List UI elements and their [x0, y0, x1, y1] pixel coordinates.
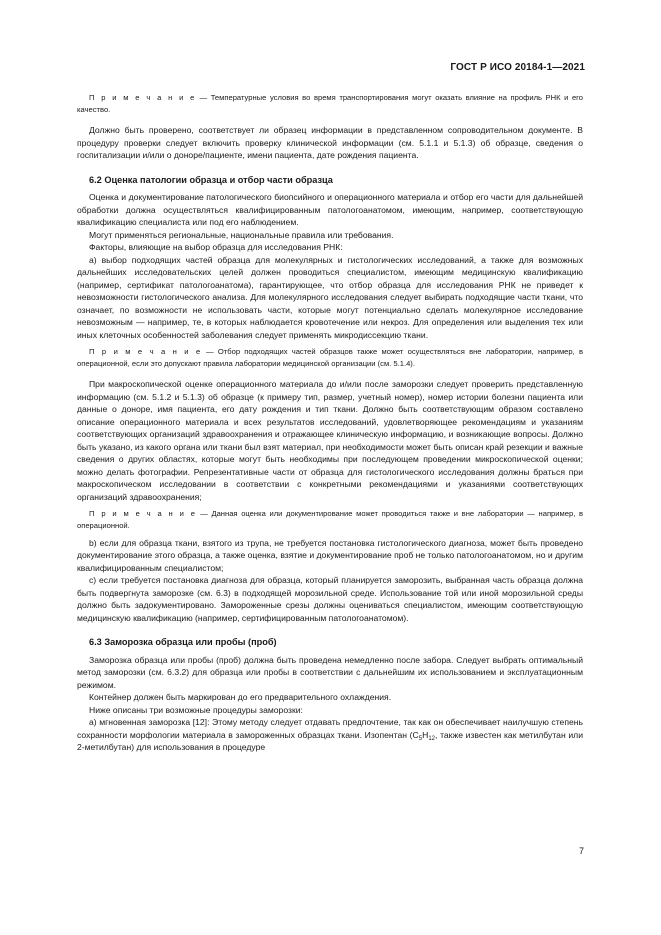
- subscript: 5: [418, 735, 423, 742]
- paragraph: Ниже описаны три возможные процедуры заморозки:: [89, 704, 303, 715]
- list-item-a-freezing: [77, 716, 583, 754]
- paragraph: Могут применяться региональные, национальные правила или требования.: [89, 229, 394, 240]
- section-heading-6-3: 6.3 Заморозка образца или пробы (проб): [89, 637, 277, 648]
- paragraph: Заморозка образца или пробы (проб) должна быть проведена немедленно после забора. Следует выбрать оптимальный метод заморозки (см. 6.3.2) для образца или пробы в соответствии с дальнейшим их использованием и эксплуатационным режимом.: [77, 654, 583, 690]
- note-text: — Отбор подходящих частей образцов также может осуществляться вне лаборатории, например, в операционной, если это допускают правила лаборатории медицинской организации (см. 5.1.4).: [77, 347, 584, 368]
- text-run: , также известен как метилбутан или 2-метилбутан) для использования в процедуре: [77, 729, 583, 753]
- list-item-a: а) выбор подходящих частей образца для молекулярных и гистологических исследований, а также для возможных дальнейших исследовательских целей должен проводиться специалистом, имеющим медицинскую квалификацию (например, сертификат патологоанатома), гарантирующее, что отбор образца для исследования РНК не приведет к невозможности гистологического анализа. Для молекулярного исследования следует выбирать подходящие части ткани, что означает, по возможности не использовать части, которые могут потенциально сделать молекулярное исследование невозможным — например, те, в которых наблюдается кровотечение или некроз. Для определения или выделения тех или иных клеточных особенностей заболевания следует применять микродиссекцию ткани.: [77, 254, 583, 340]
- page-number: 7: [578, 846, 584, 856]
- note-text: — Данная оценка или документирование может проводиться также и вне лаборатории — например, в операционной.: [77, 509, 583, 530]
- subscript: 12: [428, 735, 435, 742]
- section-heading-6-2: 6.2 Оценка патологии образца и отбор части образца: [89, 174, 333, 185]
- note-text: — Температурные условия во время транспортирования могут оказать влияние на профиль РНК и его качество.: [77, 93, 584, 114]
- note-selection: [77, 346, 583, 369]
- text-run: H: [422, 729, 429, 740]
- list-item-c: с) если требуется постановка диагноза для образца, который планируется заморозить, выбранная часть образца должна быть подвергнута заморозке (см. 6.3) в подходящей морозильной среде. Использование той или иной морозильной среды должно быть задокументировано. Замороженные срезы должны оцениваться специалистом, имеющим соответствующую медицинскую квалификацию (например, сертифицированным патологоанатомом).: [77, 575, 583, 623]
- paragraph: Контейнер должен быть маркирован до его предварительного охлаждения.: [89, 692, 392, 703]
- note-transport: [77, 92, 583, 115]
- paragraph: Оценка и документирование патологического биопсийного и операционного материала и отбор его части для дальнейшей обработки должна осуществляться квалифицированным патологоанатомом, имеющим, например, соответствующую квалификацию специалиста или под его наблюдением.: [77, 192, 583, 228]
- document-body: [77, 92, 583, 754]
- paragraph-macroscopic: При макроскопической оценке операционного материала до и/или после заморозки следует проверить представленную информацию (см. 5.1.2 и 5.1.3) об образце (к примеру тип, размер, учетный номер), номер истории болезни пациента или данные о доноре, имя пациента, его дату рождения и тип ткани. Должно быть соответствующим образом составлено описание операционного материала и всех результатов исследований, удовлетворяющее рекомендациям и указаниям соответствующих организаций здравоохранения и отражающее клиническую информацию, и возникающие вопросы. Должно быть указано, из какого органа или ткани был взят материал, при необходимости может быть описан край резекции и важные сведения о других областях, которые могут быть необходимы при последующем проведении микроскопической оценки; можно делать фотографии. Репрезентативные части от образца для гистологического исследования должны браться при макроскопическом исследовании в соответствии с конкретными рекомендациями и указаниями соответствующих организаций здравоохранения;: [77, 379, 583, 502]
- document-code-header: ГОСТ Р ИСО 20184-1—2021: [450, 62, 585, 73]
- list-item-b: b) если для образца ткани, взятого из трупа, не требуется постановка гистологического диагноза, может быть проведено документирование этого образца, а также оценка, взятие и документирование проб не только патологоанатомом, но и другим квалифицированным специалистом;: [77, 537, 583, 573]
- note-label: П р и м е ч а н и е: [89, 509, 197, 519]
- paragraph: Факторы, влияющие на выбор образца для исследования РНК:: [89, 242, 343, 253]
- note-assessment: [77, 508, 583, 531]
- text-run: а) мгновенная заморозка [12]: Этому методу следует отдавать предпочтение, так как он обеспечивает наилучшую степень сохранности морфологии материала в замороженных образцах ткани. Изопентан (C: [77, 717, 583, 740]
- paragraph-check: Должно быть проверено, соответствует ли образец информации в представленном сопроводительном документе. В процедуру проверки следует включить проверку клинической информации (см. 5.1.1 и 5.1.3) об образце, сведения о госпитализации и/или о доноре/пациенте, имени пациента, дате рождения пациента.: [77, 125, 583, 161]
- note-label: П р и м е ч а н и е: [89, 347, 202, 357]
- note-label: П р и м е ч а н и е: [89, 93, 196, 102]
